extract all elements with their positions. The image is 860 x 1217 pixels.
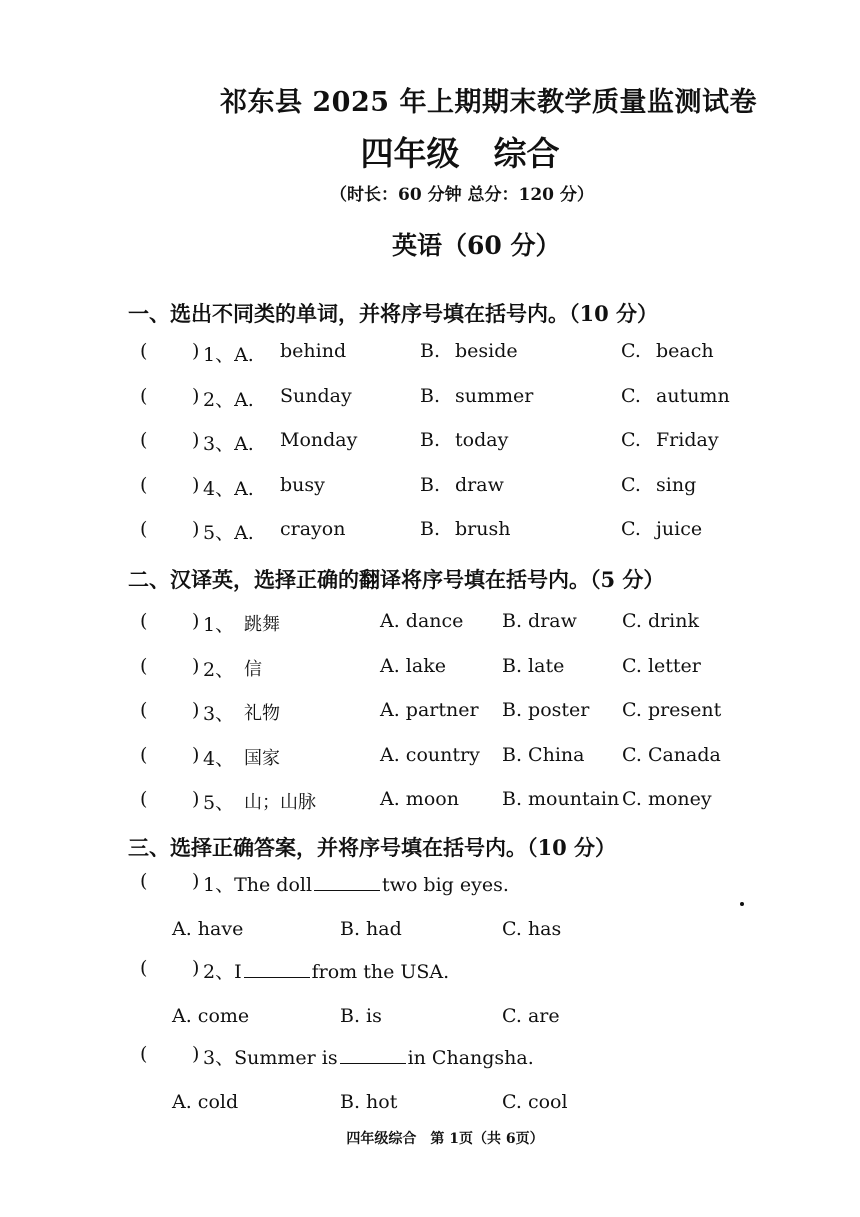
- option-a: Monday: [280, 429, 358, 451]
- answer-paren-close: ): [192, 384, 200, 407]
- option-b: B. poster: [502, 699, 590, 721]
- option-c: C. letter: [622, 654, 701, 677]
- option-a: A. moon: [380, 788, 459, 810]
- option-c: juice: [656, 518, 703, 540]
- option-c: C. cool: [502, 1091, 568, 1113]
- question-number: 5、A.: [203, 522, 254, 544]
- answer-paren-close: ): [192, 340, 200, 362]
- option-c-label: C.: [621, 340, 641, 362]
- option-c: C. has: [502, 918, 562, 940]
- answer-paren-open: (: [140, 870, 148, 892]
- option-c: sing: [656, 473, 697, 496]
- sentence-after: from the USA.: [311, 960, 450, 983]
- question-number: 3、: [203, 1047, 235, 1069]
- answer-paren-open: (: [140, 788, 148, 810]
- answer-paren-open: (: [140, 473, 148, 496]
- stray-mark: [740, 902, 744, 906]
- option-c: C. Canada: [622, 743, 721, 766]
- question-number: 2、: [203, 658, 235, 681]
- sentence-before: Summer is: [234, 1047, 338, 1069]
- answer-blank[interactable]: [152, 340, 188, 364]
- option-b: B. is: [340, 1004, 382, 1027]
- option-a: A. have: [172, 918, 244, 940]
- fill-blank[interactable]: [314, 874, 380, 891]
- answer-paren-open: (: [140, 956, 148, 979]
- chinese-term: 跳舞: [244, 614, 280, 635]
- exam-meta: （时长：60 分钟 总分：120 分）: [330, 185, 594, 205]
- answer-paren-open: (: [140, 1043, 148, 1065]
- answer-blank[interactable]: [152, 385, 188, 409]
- option-b-label: B.: [420, 340, 441, 362]
- option-c-label: C.: [621, 429, 641, 451]
- exam-subtitle: [0, 128, 860, 175]
- section-subject-title: 英语（60 分）: [392, 231, 561, 260]
- answer-paren-close: ): [192, 1043, 200, 1065]
- answer-paren-open: (: [140, 654, 148, 677]
- answer-blank[interactable]: [152, 1043, 188, 1067]
- option-b: brush: [455, 518, 511, 540]
- chinese-term: 山；山脉: [244, 792, 316, 813]
- chinese-term: 礼物: [244, 703, 280, 724]
- answer-paren-open: (: [140, 699, 148, 721]
- option-a: crayon: [280, 518, 346, 540]
- answer-blank[interactable]: [152, 610, 188, 634]
- question-number: 3、A.: [203, 433, 254, 455]
- option-a: A. country: [380, 743, 480, 766]
- option-c: C. are: [502, 1004, 560, 1027]
- page-footer: 四年级综合 第 1页（共 6页）: [346, 1131, 544, 1147]
- option-a: A. come: [172, 1004, 250, 1027]
- option-b: B. late: [502, 654, 565, 677]
- option-a: behind: [280, 340, 347, 362]
- option-b: summer: [455, 384, 534, 407]
- answer-paren-close: ): [192, 610, 200, 632]
- option-a: A. dance: [380, 610, 464, 632]
- answer-paren-close: ): [192, 654, 200, 677]
- answer-blank[interactable]: [152, 655, 188, 679]
- answer-blank[interactable]: [152, 518, 188, 542]
- option-b-label: B.: [420, 384, 441, 407]
- question-number: 4、A.: [203, 477, 254, 500]
- question-number: 2、A.: [203, 388, 254, 411]
- option-b: B. had: [340, 918, 402, 940]
- answer-blank[interactable]: [152, 474, 188, 498]
- answer-paren-close: ): [192, 518, 200, 540]
- option-a: A. lake: [380, 654, 446, 677]
- option-b: B. China: [502, 743, 585, 766]
- option-c: C. drink: [622, 610, 700, 632]
- option-a: A. partner: [380, 699, 479, 721]
- chinese-term: 国家: [244, 747, 280, 769]
- option-b: beside: [455, 340, 518, 362]
- answer-blank[interactable]: [152, 744, 188, 768]
- answer-paren-open: (: [140, 610, 148, 632]
- answer-paren-open: (: [140, 743, 148, 766]
- fill-blank[interactable]: [244, 961, 310, 978]
- option-b: B. mountain: [502, 788, 620, 810]
- option-a: busy: [280, 473, 325, 496]
- option-c-label: C.: [621, 384, 641, 407]
- option-c: C. money: [622, 788, 712, 810]
- answer-paren-close: ): [192, 870, 200, 892]
- question-sentence: [203, 957, 449, 984]
- sentence-before: I: [234, 960, 242, 983]
- section1-heading: 一、选出不同类的单词，并将序号填在括号内。（10 分）: [128, 301, 659, 326]
- option-c-label: C.: [621, 518, 641, 540]
- option-c: C. present: [622, 699, 722, 721]
- subject-label: 综合: [493, 134, 560, 173]
- answer-paren-open: (: [140, 518, 148, 540]
- question-number: 5、: [203, 792, 235, 814]
- question-number: 1、A.: [203, 344, 254, 366]
- option-b: B. draw: [502, 610, 577, 632]
- question-number: 1、: [203, 874, 235, 896]
- answer-blank[interactable]: [152, 699, 188, 723]
- fill-blank[interactable]: [340, 1047, 406, 1064]
- option-c: beach: [656, 340, 714, 362]
- option-b: draw: [455, 473, 504, 496]
- option-b: B. hot: [340, 1091, 398, 1113]
- answer-paren-close: ): [192, 473, 200, 496]
- sentence-after: in Changsha.: [407, 1047, 534, 1069]
- exam-title: 祁东县 2025 年上期期末教学质量监测试卷: [220, 87, 757, 118]
- question-number: 4、: [203, 747, 235, 770]
- question-number: 2、: [203, 960, 235, 983]
- answer-blank[interactable]: [152, 957, 188, 981]
- answer-paren-close: ): [192, 699, 200, 721]
- question-number: 1、: [203, 614, 235, 636]
- option-b: today: [455, 429, 509, 451]
- question-sentence: [203, 1043, 534, 1070]
- option-b-label: B.: [420, 473, 441, 496]
- sentence-before: The doll: [234, 874, 313, 896]
- answer-blank[interactable]: [152, 870, 188, 894]
- answer-paren-close: ): [192, 956, 200, 979]
- grade-label: 四年级: [360, 134, 460, 173]
- answer-paren-open: (: [140, 340, 148, 362]
- chinese-term: 信: [244, 658, 262, 680]
- answer-paren-close: ): [192, 788, 200, 810]
- question-number: 3、: [203, 703, 235, 725]
- question-sentence: [203, 870, 509, 897]
- option-c-label: C.: [621, 473, 641, 496]
- option-c: Friday: [656, 429, 719, 451]
- section3-heading: 三、选择正确答案，并将序号填在括号内。（10 分）: [128, 835, 617, 860]
- answer-paren-close: ): [192, 743, 200, 766]
- option-c: autumn: [656, 384, 730, 407]
- option-b-label: B.: [420, 429, 441, 451]
- option-a: Sunday: [280, 384, 352, 407]
- answer-paren-open: (: [140, 384, 148, 407]
- answer-blank[interactable]: [152, 429, 188, 453]
- option-b-label: B.: [420, 518, 441, 540]
- answer-blank[interactable]: [152, 788, 188, 812]
- sentence-after: two big eyes.: [382, 874, 509, 896]
- answer-paren-close: ): [192, 429, 200, 451]
- section2-heading: 二、汉译英，选择正确的翻译将序号填在括号内。（5 分）: [128, 567, 665, 592]
- option-a: A. cold: [172, 1091, 239, 1113]
- answer-paren-open: (: [140, 429, 148, 451]
